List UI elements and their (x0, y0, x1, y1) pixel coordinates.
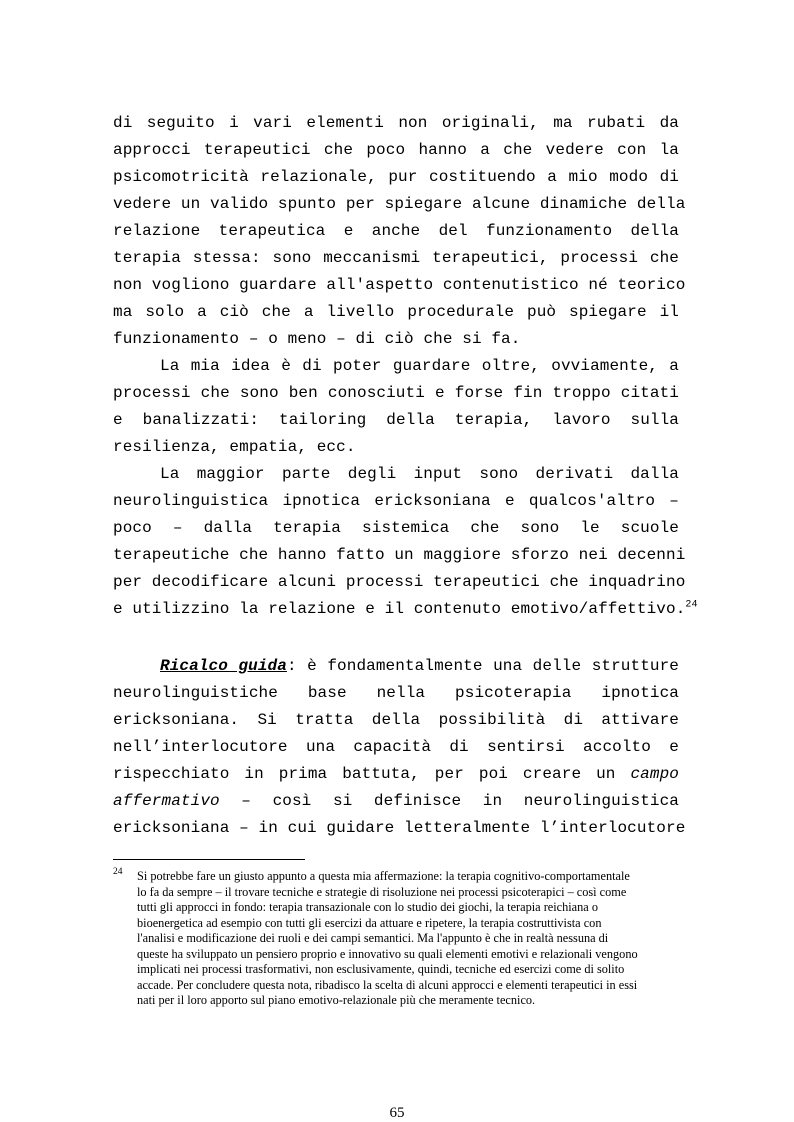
text-line: terapia stessa: sono meccanismi terapeutici, processi che (113, 249, 679, 267)
text-line: poco – dalla terapia sistemica che sono le scuole (113, 519, 679, 537)
text-line: vedere un valido spunto per spiegare alcune dinamiche della (113, 195, 686, 213)
text-line (113, 761, 679, 788)
footnote-line: l'analisi e modificazione dei ruoli e dei campi semantici. Ma l'appunto è che in realtà nessuna di (137, 931, 609, 945)
footnote-line: lo fa da sempre – il trovare tecniche e strategie di risoluzione nei processi psicoterapici – così come (137, 884, 627, 899)
footnote-line: queste ha sviluppato un pensiero proprio e innovativo su quali elementi emotivi e relazionali vengono (137, 946, 638, 961)
text-line: psicomotricità relazionale, pur costituendo a mio modo di (113, 168, 679, 186)
footnote-line: implicati nei processi trasformativi, non esclusivamente, quindi, tecniche ed esercizi come di solito (137, 962, 625, 976)
text-line: approcci terapeutici che poco hanno a che vedere con la (113, 141, 679, 159)
text-line: resilienza, empatia, ecc. (113, 438, 356, 456)
text-segment: rispecchiato in prima battuta, per poi creare un (113, 765, 616, 783)
text-line: non vogliono guardare all'aspetto contenutistico né teorico (113, 276, 686, 294)
text-line: ma solo a ciò che a livello procedurale può spiegare il (113, 303, 679, 321)
footnote-reference[interactable]: 24 (685, 599, 698, 611)
text-line (160, 653, 679, 680)
text-line: ericksoniana – in cui guidare letteralmente l’interlocutore (113, 819, 686, 837)
term-campo: campo (630, 765, 679, 783)
text-segment: : è fondamentalmente una delle strutture (286, 657, 680, 675)
text-line: La mia idea è di poter guardare oltre, ovviamente, a (160, 357, 679, 375)
text-line: e banalizzati: tailoring della terapia, lavoro sulla (113, 411, 679, 429)
text-line: funzionamento – o meno – di ciò che si fa. (113, 330, 521, 348)
text-line: ericksoniana. Si tratta della possibilità di attivare (113, 711, 679, 729)
footnote-line: tutti gli approcci in fondo: terapia transazionale con lo studio dei giochi, la terapia reichiana o (137, 900, 598, 914)
footnote-line: bioenergetica ad esempio con tutti gli esercizi da attuare e ripetere, la terapia costruttivista con (137, 915, 602, 930)
text-line (113, 596, 698, 623)
text-line: neurolinguistica ipnotica ericksoniana e qualcos'altro – (113, 492, 679, 510)
term-affermativo: affermativo (113, 792, 220, 810)
text-line: neurolinguistiche base nella psicoterapia ipnotica (113, 684, 679, 702)
footnote-line: nati per il loro apporto sul piano emotivo-relazionale più che meramente tecnico. (137, 993, 536, 1007)
text-line: terapeutiche che hanno fatto un maggiore sforzo nei decenni (113, 546, 686, 564)
text-line: relazione terapeutica e anche del funzionamento della (113, 222, 679, 240)
footnote-line: Si potrebbe fare un giusto appunto a questa mia affermazione: la terapia cognitivo-comportamentale (137, 869, 630, 883)
text-line: processi che sono ben conosciuti e forse fin troppo citati (113, 384, 679, 402)
text-segment: – così si definisce in neurolinguistica (219, 792, 679, 810)
text-line: di seguito i vari elementi non originali, ma rubati da (113, 114, 679, 132)
text-line: nell’interlocutore una capacità di sentirsi accolto e (113, 738, 679, 756)
footnote-number: 24 (113, 867, 123, 877)
text-line: per decodificare alcuni processi terapeutici che inquadrino (113, 573, 686, 591)
text-line: La maggior parte degli input sono derivati dalla (160, 465, 679, 483)
term-ricalco-guida: Ricalco guida (160, 657, 287, 675)
footnote-line: accade. Per concludere questa nota, ribadisco la scelta di alcuni approcci e elementi terapeutici in essi (137, 977, 638, 992)
page-number: 65 (389, 1105, 405, 1121)
footnote-divider (113, 859, 305, 860)
text-line-content: e utilizzino la relazione e il contenuto emotivo/affettivo. (113, 600, 686, 618)
text-line (113, 788, 679, 815)
